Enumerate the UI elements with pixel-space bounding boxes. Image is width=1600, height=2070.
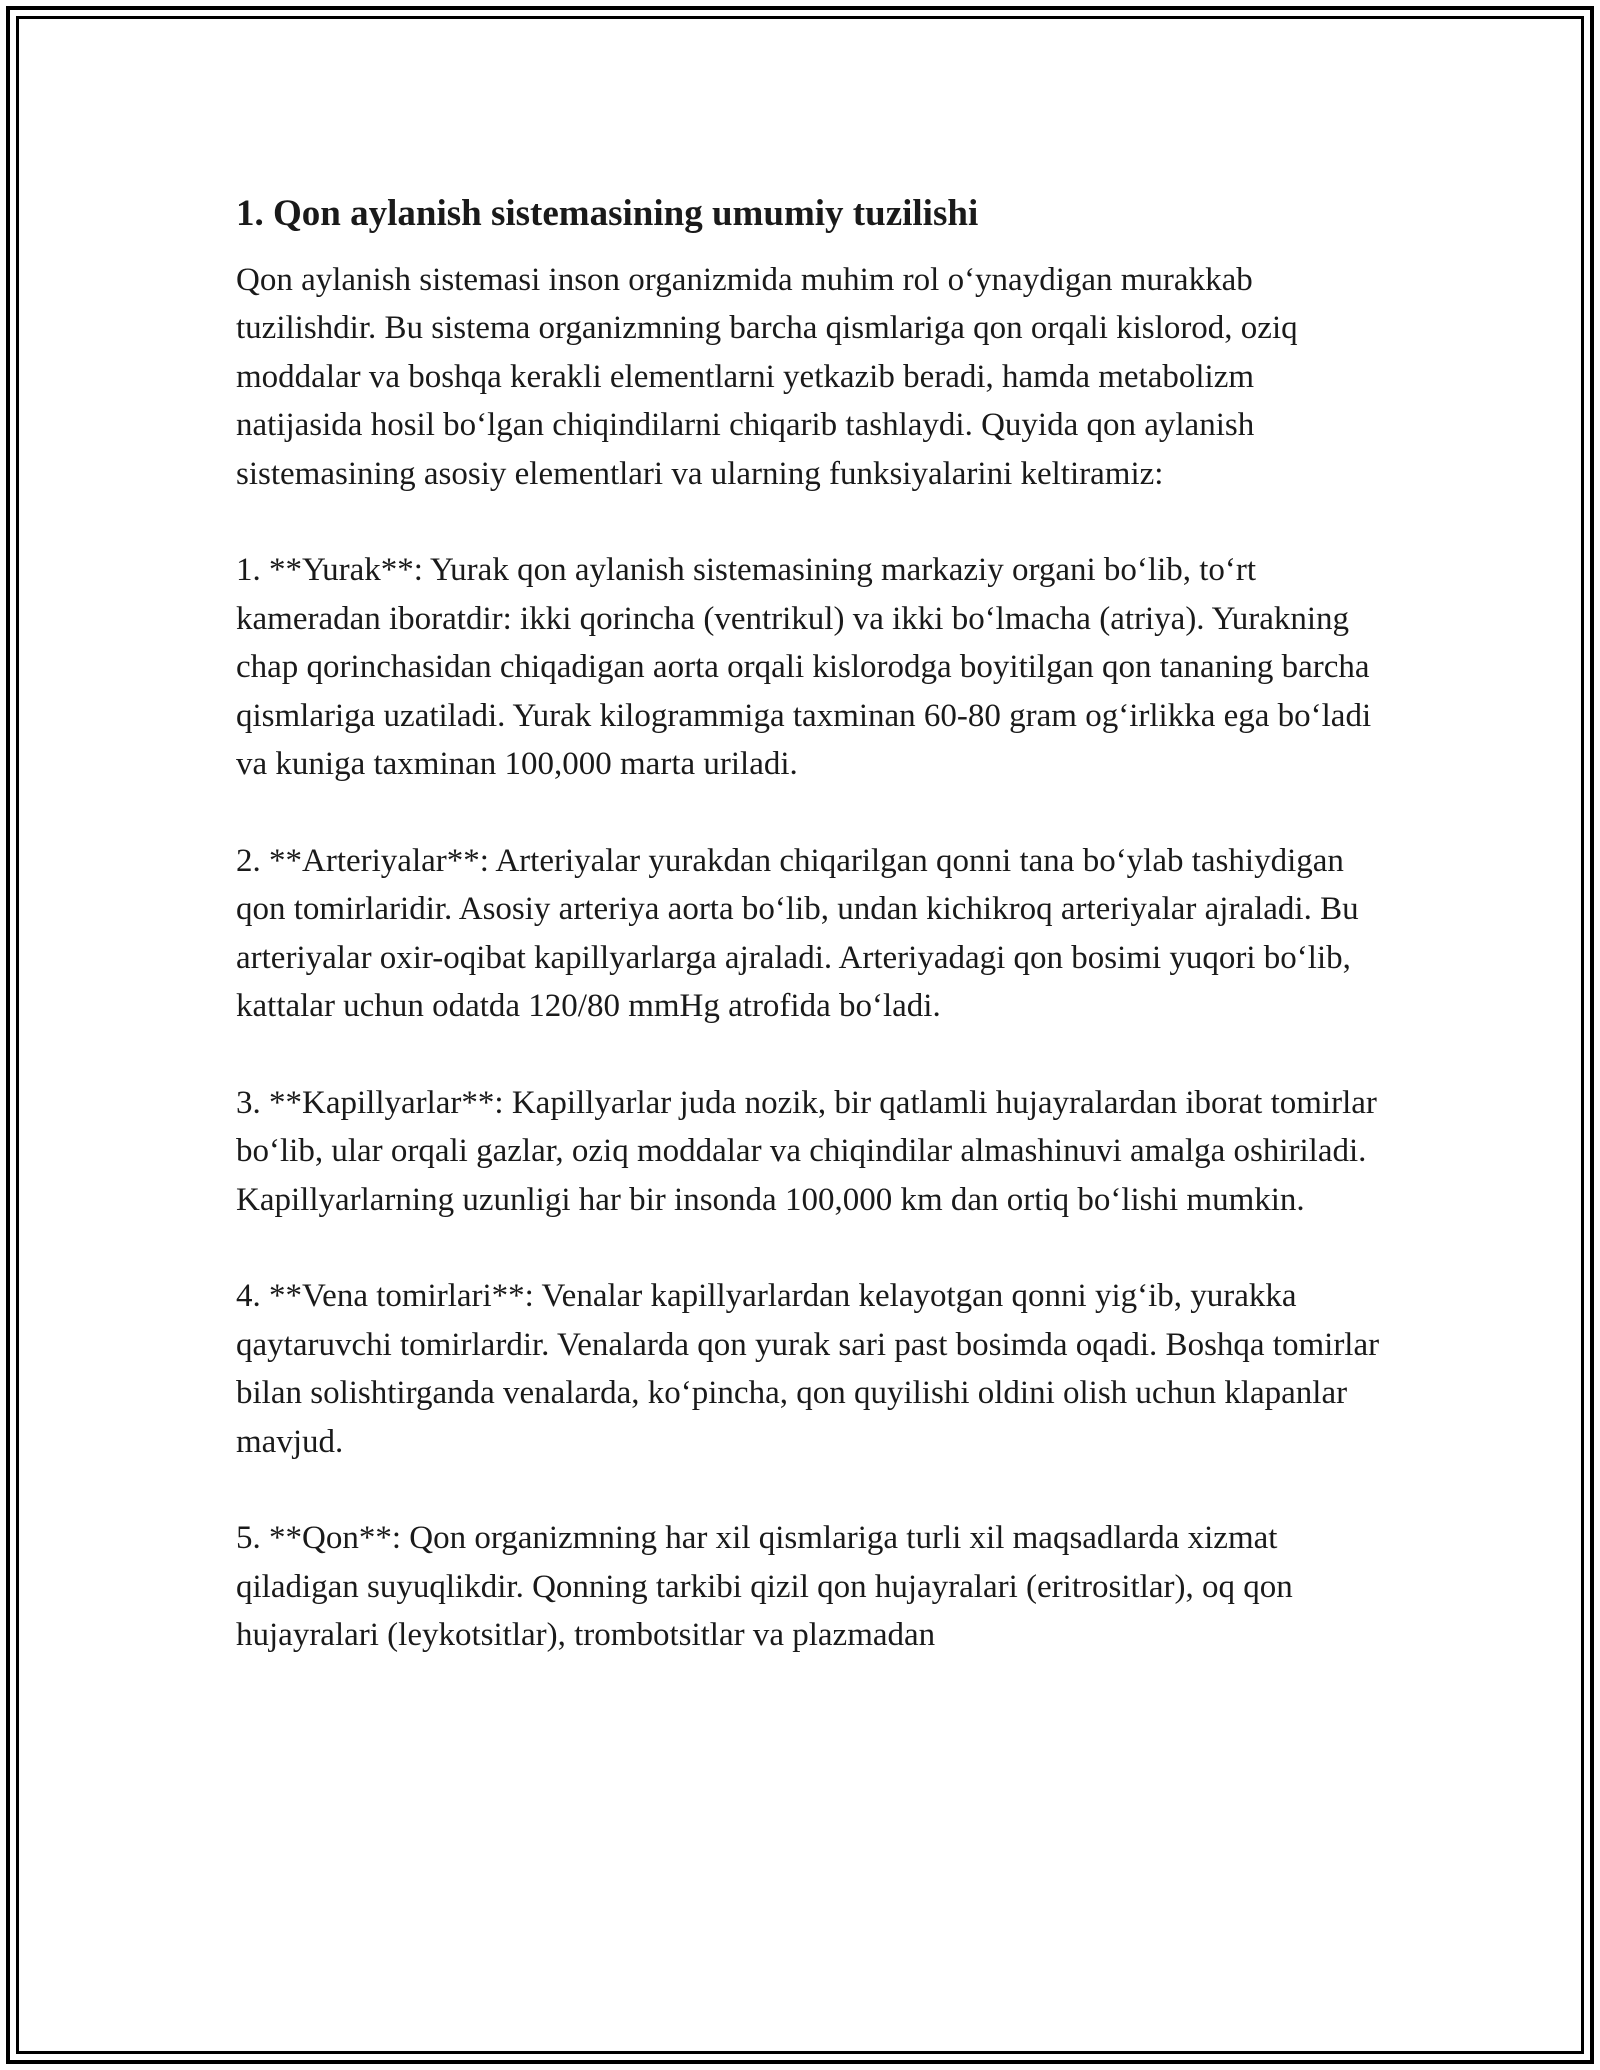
intro-paragraph: Qon aylanish sistemasi inson organizmida muhim rol oʻynaydigan murakkab tuzilishdir. Bu sistema organizmning barcha qismlariga qon orqali kislorod, oziq moddalar va boshqa kerakli elementlarni yetkazib beradi, hamda metabolizm natijasida hosil boʻlgan chiqindilarni chiqarib tashlaydi. Quyida qon aylanish sistemasining asosiy elementlari va ularning funksiyalarini keltiramiz:: [236, 262, 1298, 492]
paragraph-yurak: 1. **Yurak**: Yurak qon aylanish sistemasining markaziy organi boʻlib, toʻrt kameradan iboratdir: ikki qorincha (ventrikul) va ikki boʻlmacha (atriya). Yurakning chap qorinchasidan chiqadigan aorta orqali kislorodga boyitilgan qon tananing barcha qismlariga uzatiladi. Yurak kilogrammiga taxminan 60-80 gram ogʻirlikka ega boʻladi va kuniga taxminan 100,000 marta uriladi.: [236, 552, 1372, 783]
paragraph-vena-tomirlari: 4. **Vena tomirlari**: Venalar kapillyarlardan kelayotgan qonni yigʻib, yurakka qaytaruvchi tomirlardir. Venalarda qon yurak sari past bosimda oqadi. Boshqa tomirlar bilan solishtirganda venalarda, koʻpincha, qon quyilishi oldini olish uchun klapanlar mavjud.: [236, 1278, 1380, 1460]
paragraph-qon: 5. **Qon**: Qon organizmning har xil qismlariga turli xil maqsadlarda xizmat qiladigan suyuqlikdir. Qonning tarkibi qizil qon hujayralari (eritrositlar), oq qon hujayralari (leykotsitlar), trombotsitlar va plazmadan: [236, 1520, 1293, 1654]
document-title: 1. Qon aylanish sistemasining umumiy tuzilishi: [236, 193, 979, 234]
paragraph-arteriyalar: 2. **Arteriyalar**: Arteriyalar yurakdan chiqarilgan qonni tana boʻylab tashiydigan qon tomirlaridir. Asosiy arteriya aorta boʻlib, undan kichikroq arteriyalar ajraladi. Bu arteriyalar oxir-oqibat kapillyarlarga ajraladi. Arteriyadagi qon bosimi yuqori boʻlib, kattalar uchun odatda 120/80 mmHg atrofida boʻladi.: [236, 842, 1359, 1025]
document-body: [236, 186, 1386, 1708]
paragraph-kapillyarlar: 3. **Kapillyarlar**: Kapillyarlar juda nozik, bir qatlamli hujayralardan iborat tomirlar boʻlib, ular orqali gazlar, oziq moddalar va chiqindilar almashinuvi amalga oshiriladi. Kapillyarlarning uzunligi har bir insonda 100,000 km dan ortiq boʻlishi mumkin.: [236, 1084, 1377, 1218]
